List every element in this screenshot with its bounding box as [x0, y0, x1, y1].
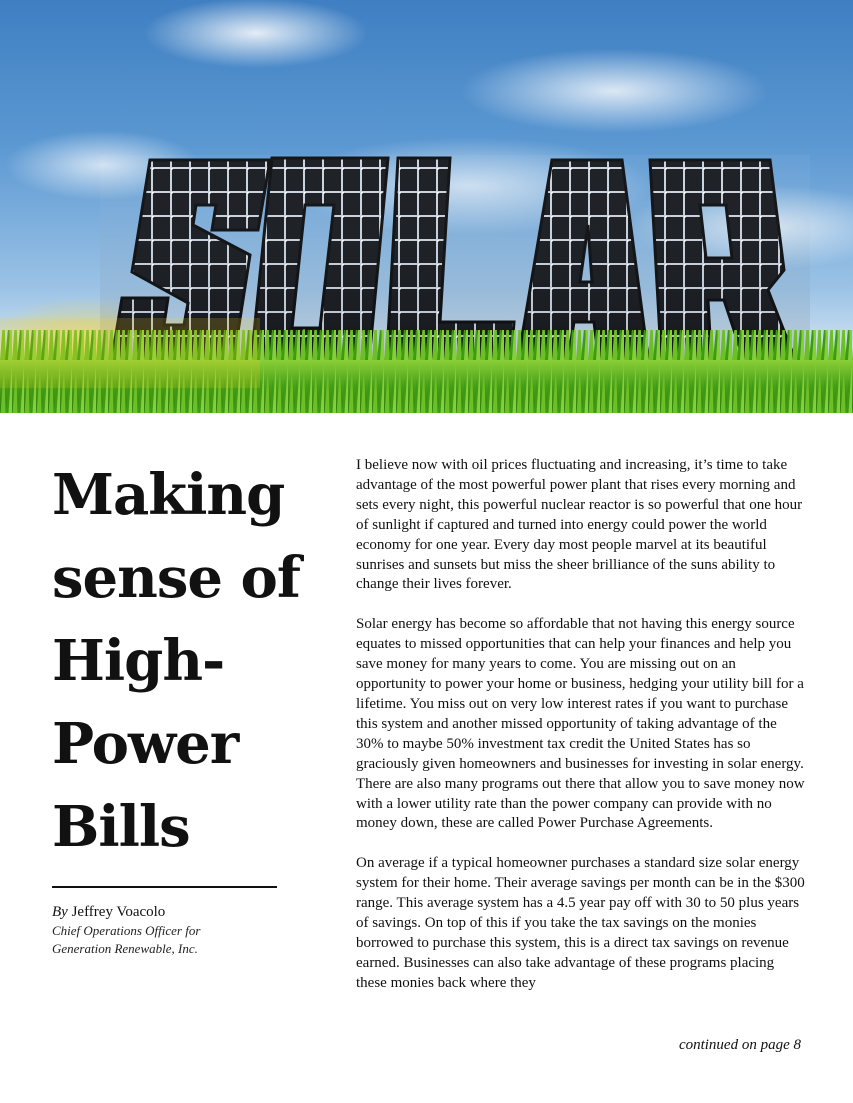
- body-paragraph: Solar energy has become so affordable that not having this energy source equates to missed opportunities that can help your finances and help you save money for many years to come. You are missing out on an opportunity to power your home or business, hedging your utility bill for a lifetime. You miss out on very low interest rates if you want to purchase this system and another missed opportunity of taking advantage of the 30% to maybe 50% investment tax credit the United States has so graciously given homeowners and businesses for investing in solar energy. There are also many programs out there that allow you to save money now with a lower utility rate than the power company can provide with no money down, these are called Power Purchase Agreements.: [356, 616, 805, 832]
- hero-image: [0, 0, 853, 413]
- author-role-line2: Generation Renewable, Inc.: [52, 941, 198, 956]
- continued-note[interactable]: continued on page 8: [678, 1037, 801, 1053]
- solar-panel-letters-illustration: [0, 0, 853, 413]
- title-line: sense of: [52, 545, 300, 611]
- article-title: [52, 454, 322, 869]
- title-line: High-: [52, 628, 225, 694]
- title-divider: [52, 886, 277, 888]
- byline: [52, 902, 302, 958]
- author-line: [52, 902, 302, 922]
- author-role-line1: Chief Operations Officer for: [52, 923, 201, 938]
- grass: [0, 318, 853, 413]
- title-line: Power: [52, 711, 239, 777]
- title-line: Making: [52, 462, 285, 528]
- title-line: Bills: [52, 794, 190, 860]
- byline-prefix: By: [52, 904, 68, 920]
- author-name: Jeffrey Voacolo: [71, 904, 166, 920]
- body-paragraph: On average if a typical homeowner purchases a standard size solar energy system for their home. Their average savings per month can be in the $300 range. This average system has a 4.5 year pay off with 30 to 50 plus years of savings. On top of this if you take the tax savings on the monies borrowed to purchase this system, this is a direct tax savings on revenue earned. Businesses can also take advantage of these programs placing these monies back where they: [356, 855, 805, 991]
- body-paragraph: I believe now with oil prices fluctuating and increasing, it’s time to take advantage of the most powerful power plant that rises every morning and sets every night, this powerful nuclear reactor is so powerful that one hour of sunlight if captured and turned into energy could power the world economy for one year. Every day most people marvel at its beautiful sunrises and sunsets but miss the sheer brilliance of the suns ability to change their lives forever.: [356, 457, 803, 593]
- article-body: [356, 456, 806, 1014]
